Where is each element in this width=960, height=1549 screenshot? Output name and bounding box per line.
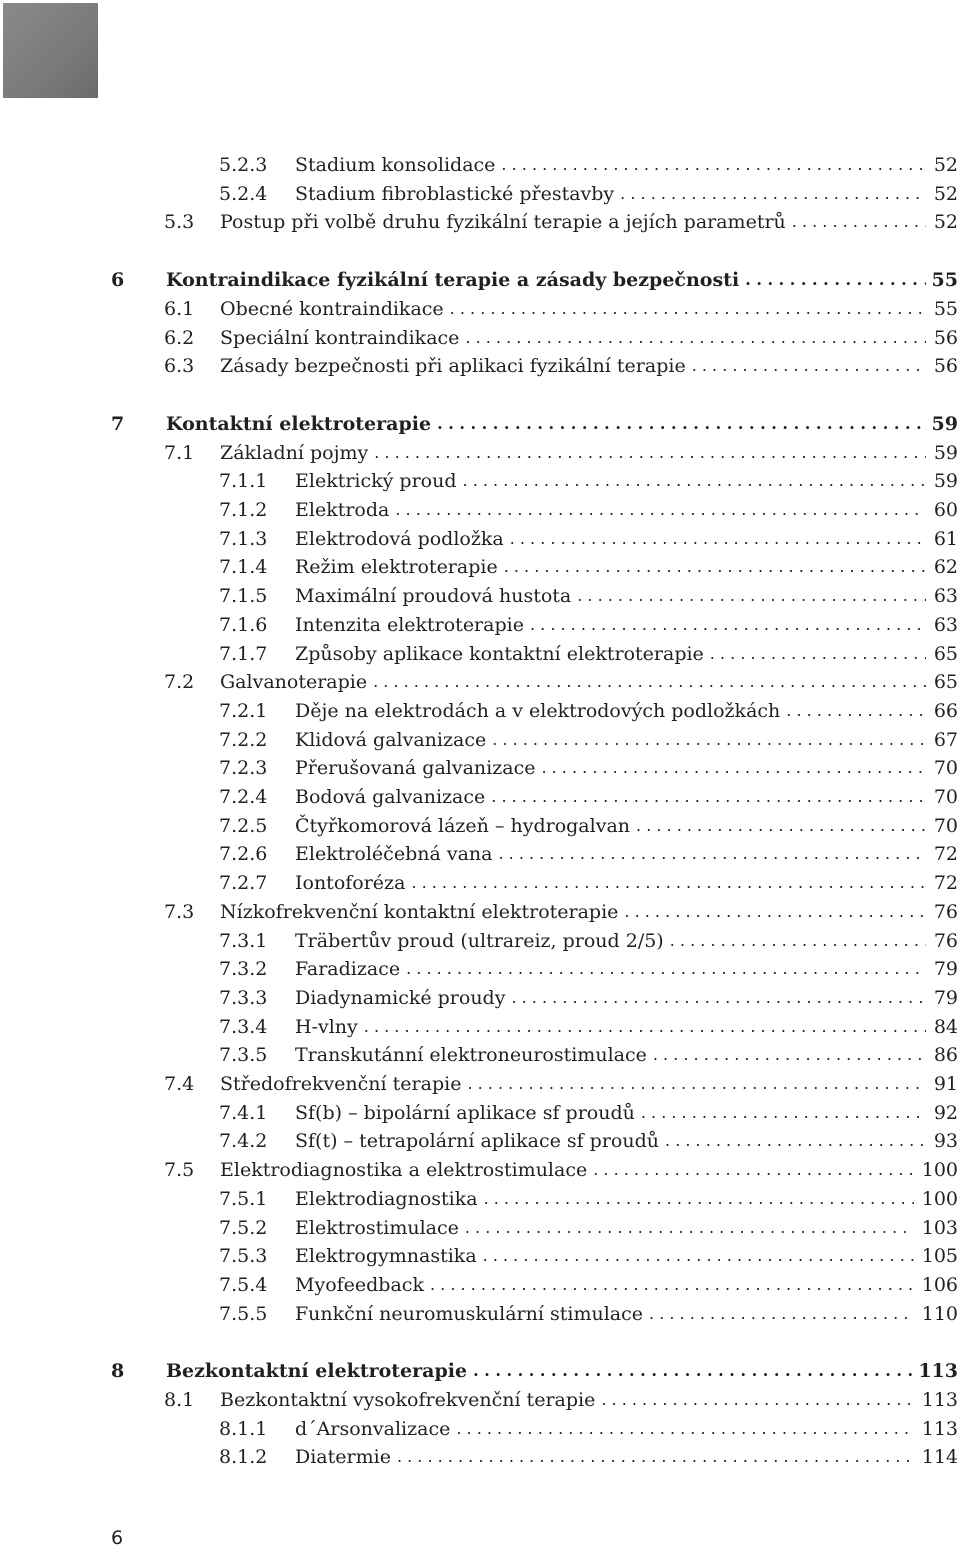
toc-entry-number: 7.3.2 <box>219 958 268 981</box>
toc-entry-number: 7.1.2 <box>219 499 268 521</box>
toc-leader-dots <box>463 468 926 494</box>
toc-entry-title: Elektrický proud <box>295 470 457 493</box>
toc-leader-dots <box>498 841 926 867</box>
toc-leader-dots <box>473 1358 914 1384</box>
toc-leader-dots <box>792 209 926 235</box>
toc-entry-page: 76 <box>933 900 958 923</box>
toc-leader-dots <box>504 554 926 580</box>
toc-entry-number: 7.3.1 <box>219 929 268 952</box>
toc-entry[interactable] <box>0 698 960 724</box>
toc-entry-title: Myofeedback <box>295 1273 424 1296</box>
toc-entry-number: 7.1.1 <box>219 470 268 493</box>
toc-entry-title: Elektrostimulace <box>295 1216 459 1239</box>
toc-entry[interactable] <box>0 526 960 552</box>
toc-entry[interactable] <box>0 1358 960 1384</box>
toc-entry[interactable] <box>0 755 960 781</box>
toc-entry-number: 7.2.2 <box>219 728 268 751</box>
toc-entry-number: 7.1.7 <box>219 642 268 665</box>
toc-entry-page: 105 <box>921 1245 958 1268</box>
toc-leader-dots <box>649 1301 914 1327</box>
toc-entry-page: 63 <box>933 613 958 636</box>
toc-entry-number: 6 <box>111 269 125 292</box>
toc-entry-number: 7.2.7 <box>219 872 268 895</box>
page-number: 6 <box>111 1527 124 1549</box>
toc-entry-page: 52 <box>933 182 958 205</box>
toc-leader-dots <box>411 870 926 896</box>
toc-entry-title: Nízkofrekvenční kontaktní elektroterapie <box>220 900 619 923</box>
toc-entry[interactable] <box>0 870 960 896</box>
toc-entry-number: 5.2.3 <box>219 154 268 176</box>
toc-entry-title: Elektrogymnastika <box>295 1245 477 1268</box>
toc-entry-page: 100 <box>921 1159 958 1182</box>
toc-leader-dots <box>450 296 926 322</box>
toc-entry-title: Kontraindikace fyzikální terapie a zásady bezpečnosti <box>166 269 740 292</box>
toc-entry-title: Režim elektroterapie <box>295 556 498 579</box>
toc-entry-title: Bezkontaktní vysokofrekvenční terapie <box>220 1389 596 1411</box>
toc-entry-number: 7.4.2 <box>219 1130 268 1153</box>
toc-entry-page: 70 <box>933 786 958 808</box>
toc-entry[interactable] <box>0 411 960 437</box>
toc-leader-dots <box>641 1100 926 1126</box>
toc-entry-title: Stadium fibroblastické přestavby <box>295 182 615 205</box>
toc-entry-title: Klidová galvanizace <box>295 728 487 751</box>
toc-entry-number: 7.1.6 <box>219 613 268 636</box>
toc-entry-number: 6.2 <box>164 326 195 349</box>
toc-leader-dots <box>577 583 926 609</box>
toc-entry-page: 62 <box>933 556 958 579</box>
toc-entry-number: 7.2.1 <box>219 699 268 722</box>
toc-entry-title: Elektroda <box>295 499 390 521</box>
toc-entry-title: Čtyřkomorová lázeň – hydrogalvan <box>295 814 631 837</box>
toc-entry-page: 113 <box>918 1360 958 1383</box>
toc-entry-number: 7.3.5 <box>219 1044 268 1067</box>
toc-entry-page: 114 <box>921 1446 958 1469</box>
toc-entry[interactable] <box>0 152 960 178</box>
toc-entry-page: 60 <box>933 499 958 521</box>
toc-leader-dots <box>467 1071 926 1097</box>
toc-entry-title: Sf(b) – bipolární aplikace sf proudů <box>295 1101 635 1124</box>
toc-entry-page: 79 <box>933 986 958 1009</box>
toc-entry-number: 7.5.3 <box>219 1245 268 1268</box>
corner-thumb-tab <box>3 3 98 98</box>
toc-entry[interactable] <box>0 468 960 494</box>
toc-entry-number: 8.1.2 <box>219 1446 268 1469</box>
toc-leader-dots <box>456 1416 914 1442</box>
toc-entry-title: Elektroléčebná vana <box>295 843 493 866</box>
toc-entry-title: Zásady bezpečnosti při aplikaci fyzikální terapie <box>220 355 686 378</box>
toc-entry-page: 72 <box>933 872 958 895</box>
toc-leader-dots <box>541 755 926 781</box>
toc-entry[interactable] <box>0 296 960 322</box>
toc-leader-dots <box>465 325 926 351</box>
toc-entry-page: 65 <box>933 671 958 694</box>
toc-leader-dots <box>620 181 926 207</box>
toc-entry-page: 92 <box>933 1101 958 1124</box>
toc-entry-title: Elektrodiagnostika a elektrostimulace <box>220 1159 588 1182</box>
toc-leader-dots <box>601 1387 914 1413</box>
toc-entry-title: Sf(t) – tetrapolární aplikace sf proudů <box>295 1130 660 1153</box>
toc-entry[interactable] <box>0 325 960 351</box>
toc-entry[interactable] <box>0 1128 960 1154</box>
toc-entry-page: 65 <box>933 642 958 665</box>
toc-entry-title: Středofrekvenční terapie <box>220 1073 462 1095</box>
toc-leader-dots <box>511 985 926 1011</box>
toc-entry-title: Diadynamické proudy <box>295 986 506 1009</box>
toc-leader-dots <box>786 698 926 724</box>
toc-entry-page: 55 <box>933 297 958 320</box>
toc-entry-number: 8.1 <box>164 1389 195 1411</box>
toc-entry[interactable] <box>0 813 960 839</box>
toc-entry[interactable] <box>0 583 960 609</box>
toc-entry[interactable] <box>0 267 960 293</box>
toc-leader-dots <box>406 956 926 982</box>
toc-entry[interactable] <box>0 928 960 954</box>
toc-entry-title: Základní pojmy <box>220 441 369 464</box>
toc-entry-title: Postup při volbě druhu fyzikální terapie a jejích parametrů <box>220 211 786 234</box>
toc-entry-number: 7.1.5 <box>219 585 268 608</box>
toc-leader-dots <box>395 497 926 523</box>
toc-entry-number: 7.5.2 <box>219 1216 268 1239</box>
toc-entry[interactable] <box>0 181 960 207</box>
toc-entry-title: Obecné kontraindikace <box>220 297 444 320</box>
toc-leader-dots <box>484 1186 914 1212</box>
toc-entry-page: 113 <box>921 1417 958 1440</box>
toc-entry-page: 61 <box>933 527 958 550</box>
toc-entry-page: 63 <box>933 585 958 608</box>
toc-entry[interactable] <box>0 497 960 523</box>
toc-entry-title: Galvanoterapie <box>220 671 368 694</box>
toc-entry-number: 7.3.3 <box>219 986 268 1009</box>
toc-entry[interactable] <box>0 727 960 753</box>
toc-entry-page: 52 <box>933 211 958 234</box>
toc-leader-dots <box>373 669 926 695</box>
toc-entry[interactable] <box>0 1186 960 1212</box>
toc-leader-dots <box>397 1444 914 1470</box>
toc-entry-page: 110 <box>921 1302 958 1325</box>
toc-entry[interactable] <box>0 1387 960 1413</box>
toc-leader-dots <box>501 152 926 178</box>
toc-entry-number: 7.2.4 <box>219 786 268 808</box>
toc-entry[interactable] <box>0 440 960 466</box>
toc-leader-dots <box>653 1042 926 1068</box>
toc-entry-title: Elektrodová podložka <box>295 527 504 550</box>
toc-leader-dots <box>364 1014 926 1040</box>
toc-leader-dots <box>530 612 926 638</box>
toc-leader-dots <box>374 440 926 466</box>
toc-entry-title: Způsoby aplikace kontaktní elektroterapie <box>295 642 704 665</box>
toc-entry-title: Iontoforéza <box>295 872 406 895</box>
toc-entry-number: 5.3 <box>164 211 195 234</box>
toc-entry-title: Stadium konsolidace <box>295 154 496 176</box>
toc-leader-dots <box>745 267 926 293</box>
toc-entry[interactable] <box>0 1042 960 1068</box>
toc-leader-dots <box>710 641 926 667</box>
toc-entry-page: 86 <box>933 1044 958 1067</box>
toc-entry-title: Träbertův proud (ultrareiz, proud 2/5) <box>295 929 664 952</box>
toc-entry-page: 93 <box>933 1130 958 1153</box>
toc-entry[interactable] <box>0 1243 960 1269</box>
toc-entry[interactable] <box>0 1215 960 1241</box>
toc-entry-page: 84 <box>933 1015 958 1038</box>
toc-entry[interactable] <box>0 784 960 810</box>
toc-entry-page: 59 <box>933 470 958 493</box>
toc-entry-number: 7.5 <box>164 1159 195 1182</box>
toc-leader-dots <box>593 1157 914 1183</box>
toc-entry-page: 56 <box>933 355 958 378</box>
toc-leader-dots <box>692 353 926 379</box>
toc-leader-dots <box>665 1128 926 1154</box>
toc-entry-title: Diatermie <box>295 1446 391 1469</box>
toc-entry-title: Maximální proudová hustota <box>295 585 572 608</box>
toc-leader-dots <box>670 928 926 954</box>
toc-entry-page: 91 <box>933 1073 958 1095</box>
toc-entry-number: 7.5.1 <box>219 1187 268 1210</box>
toc-entry[interactable] <box>0 209 960 235</box>
toc-entry[interactable] <box>0 1014 960 1040</box>
toc-entry-number: 7.4.1 <box>219 1101 268 1124</box>
toc-entry-title: Funkční neuromuskulární stimulace <box>295 1302 644 1325</box>
toc-entry-title: Bezkontaktní elektroterapie <box>166 1360 468 1383</box>
toc-entry-number: 7.5.5 <box>219 1302 268 1325</box>
toc-entry-title: Děje na elektrodách a v elektrodových podložkách <box>295 699 781 722</box>
toc-entry[interactable] <box>0 985 960 1011</box>
toc-leader-dots <box>510 526 926 552</box>
toc-entry-page: 67 <box>933 728 958 751</box>
toc-entry-title: Faradizace <box>295 958 401 981</box>
toc-leader-dots <box>437 411 926 437</box>
toc-entry-title: Transkutánní elektroneurostimulace <box>295 1044 647 1067</box>
toc-entry[interactable] <box>0 841 960 867</box>
toc-entry-number: 8.1.1 <box>219 1417 268 1440</box>
toc-entry[interactable] <box>0 956 960 982</box>
toc-entry[interactable] <box>0 899 960 925</box>
toc-leader-dots <box>636 813 926 839</box>
toc-entry-page: 106 <box>921 1273 958 1296</box>
toc-entry-page: 70 <box>933 814 958 837</box>
toc-leader-dots <box>465 1215 914 1241</box>
toc-entry-number: 7.3 <box>164 900 195 923</box>
toc-entry-number: 6.3 <box>164 355 195 378</box>
toc-entry-page: 113 <box>921 1389 958 1411</box>
toc-leader-dots <box>624 899 926 925</box>
toc-entry-number: 6.1 <box>164 297 195 320</box>
toc-entry[interactable] <box>0 641 960 667</box>
toc-entry-page: 79 <box>933 958 958 981</box>
toc-entry-page: 103 <box>921 1216 958 1239</box>
toc-entry[interactable] <box>0 1416 960 1442</box>
toc-entry-page: 100 <box>921 1187 958 1210</box>
toc-entry-number: 7 <box>111 412 125 435</box>
toc-entry-number: 7.1 <box>164 441 195 464</box>
toc-leader-dots <box>430 1272 914 1298</box>
toc-entry[interactable] <box>0 1100 960 1126</box>
toc-entry[interactable] <box>0 669 960 695</box>
toc-leader-dots <box>491 784 926 810</box>
toc-entry-title: Intenzita elektroterapie <box>295 613 524 636</box>
toc-entry-number: 7.1.4 <box>219 556 268 579</box>
toc-entry[interactable] <box>0 1272 960 1298</box>
toc-entry-title: Kontaktní elektroterapie <box>166 412 432 435</box>
toc-entry-title: H-vlny <box>295 1015 358 1038</box>
toc-entry-number: 7.4 <box>164 1073 195 1095</box>
toc-entry-page: 70 <box>933 757 958 780</box>
toc-entry-page: 59 <box>931 412 958 435</box>
toc-entry-title: Speciální kontraindikace <box>220 326 460 349</box>
toc-entry[interactable] <box>0 612 960 638</box>
toc-entry-title: Elektrodiagnostika <box>295 1187 478 1210</box>
toc-entry[interactable] <box>0 1157 960 1183</box>
toc-entry[interactable] <box>0 1301 960 1327</box>
toc-entry-page: 52 <box>933 154 958 176</box>
toc-entry-page: 66 <box>933 699 958 722</box>
toc-entry-number: 7.2.5 <box>219 814 268 837</box>
toc-entry-number: 8 <box>111 1360 125 1383</box>
toc-entry-page: 59 <box>933 441 958 464</box>
toc-entry-number: 7.2 <box>164 671 195 694</box>
toc-entry-title: d´Arsonvalizace <box>295 1417 451 1440</box>
toc-entry-number: 7.2.6 <box>219 843 268 866</box>
toc-leader-dots <box>492 727 926 753</box>
toc-entry-page: 76 <box>933 929 958 952</box>
toc-entry[interactable] <box>0 353 960 379</box>
toc-entry[interactable] <box>0 1444 960 1470</box>
toc-leader-dots <box>483 1243 914 1269</box>
toc-entry-title: Přerušovaná galvanizace <box>295 757 536 780</box>
toc-entry-number: 5.2.4 <box>219 182 268 205</box>
toc-entry-number: 7.2.3 <box>219 757 268 780</box>
toc-entry-number: 7.5.4 <box>219 1273 268 1296</box>
toc-entry-page: 72 <box>933 843 958 866</box>
toc-entry[interactable] <box>0 554 960 580</box>
toc-entry-page: 55 <box>931 269 958 292</box>
toc-entry[interactable] <box>0 1071 960 1097</box>
toc-entry-number: 7.3.4 <box>219 1015 268 1038</box>
toc-entry-number: 7.1.3 <box>219 527 268 550</box>
toc-entry-title: Bodová galvanizace <box>295 786 486 808</box>
toc-entry-page: 56 <box>933 326 958 349</box>
